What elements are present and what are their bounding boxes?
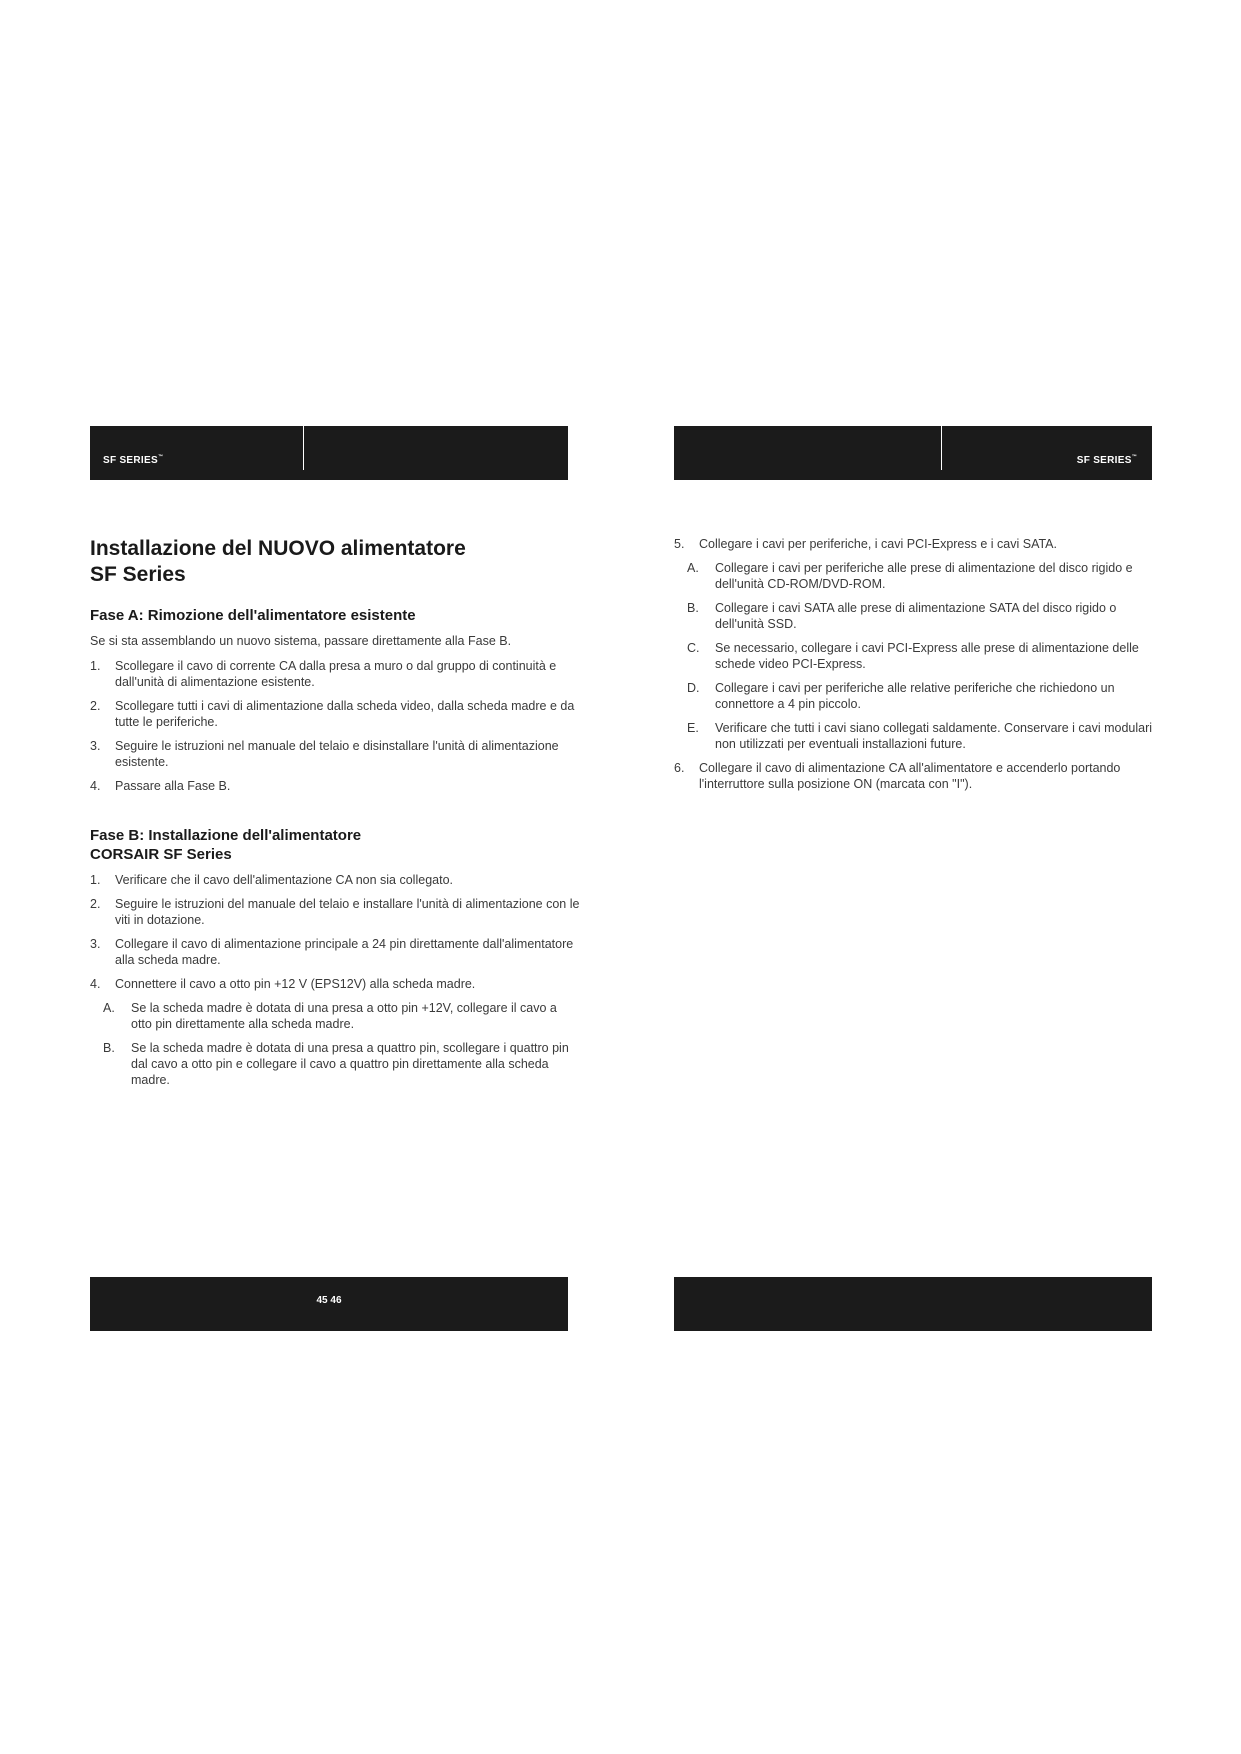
footer-bar-left [90,1277,568,1331]
sub-list-item: C. Se necessario, collegare i cavi PCI-Express alle prese di alimentazione delle schede video PCI-Express. [687,641,1139,671]
list-item: 1. Verificare che il cavo dell'alimentazione CA non sia collegato. [90,873,453,887]
phase-a-intro: Se si sta assemblando un nuovo sistema, passare direttamente alla Fase B. [90,634,512,648]
list-item: 4. Passare alla Fase B. [90,779,231,793]
list-item: 4. Connettere il cavo a otto pin +12 V (EPS12V) alla scheda madre. [90,977,476,991]
footer-bar-right [674,1277,1152,1331]
list-item: 2. Seguire le istruzioni del manuale del telaio e installare l'unità di alimentazione con le viti in dotazione. [90,897,580,927]
header-divider [941,426,942,470]
page-title: Installazione del NUOVO alimentatore SF Series [90,537,466,586]
list-item: 6. Collegare il cavo di alimentazione CA all'alimentatore e accenderlo portando l'interruttore sulla posizione ON (marcata con "I"). [674,761,1121,791]
list-item: 2. Scollegare tutti i cavi di alimentazione dalla scheda video, dalla scheda madre e da tutte le periferiche. [90,699,575,729]
sub-list-item: E. Verificare che tutti i cavi siano collegati saldamente. Conservare i cavi modulari non utilizzati per eventuali installazioni future. [687,721,1153,751]
phase-a-heading: Fase A: Rimozione dell'alimentatore esistente [90,607,416,624]
sub-list-item: B. Se la scheda madre è dotata di una presa a quattro pin, scollegare i quattro pin dal cavo a otto pin e collegare il cavo a quattro pin direttamente alla scheda madre. [103,1041,569,1087]
list-item: 1. Scollegare il cavo di corrente CA dalla presa a muro o dal gruppo di continuità e dall'unità di alimentazione esistente. [90,659,557,689]
left-page-content [90,536,580,1096]
right-page-content [674,536,1164,800]
list-item: 3. Collegare il cavo di alimentazione principale a 24 pin direttamente dall'alimentatore alla scheda madre. [90,937,574,967]
header-divider [303,426,304,470]
brand-label: SF SERIES™ [1076,454,1137,466]
phase-b-heading: Fase B: Installazione dell'alimentatore CORSAIR SF Series [90,827,362,863]
sub-list-item: B. Collegare i cavi SATA alle prese di alimentazione SATA del disco rigido o dell'unità SSD. [687,601,1117,631]
header-bar-right [674,426,1152,480]
sub-list-item: A. Se la scheda madre è dotata di una presa a otto pin +12V, collegare il cavo a otto pin direttamente alla scheda madre. [103,1001,557,1031]
list-item: 3. Seguire le istruzioni nel manuale del telaio e disinstallare l'unità di alimentazione esistente. [90,739,559,769]
page-numbers: 45 46 [316,1295,342,1306]
list-item: 5. Collegare i cavi per periferiche, i cavi PCI-Express e i cavi SATA. [674,537,1057,551]
header-bar-left [90,426,568,480]
brand-label: SF SERIES™ [103,454,164,466]
sub-list-item: D. Collegare i cavi per periferiche alle relative periferiche che richiedono un connettore a 4 pin piccolo. [687,681,1115,711]
sub-list-item: A. Collegare i cavi per periferiche alle prese di alimentazione del disco rigido e dell'unità CD-ROM/DVD-ROM. [687,561,1133,591]
